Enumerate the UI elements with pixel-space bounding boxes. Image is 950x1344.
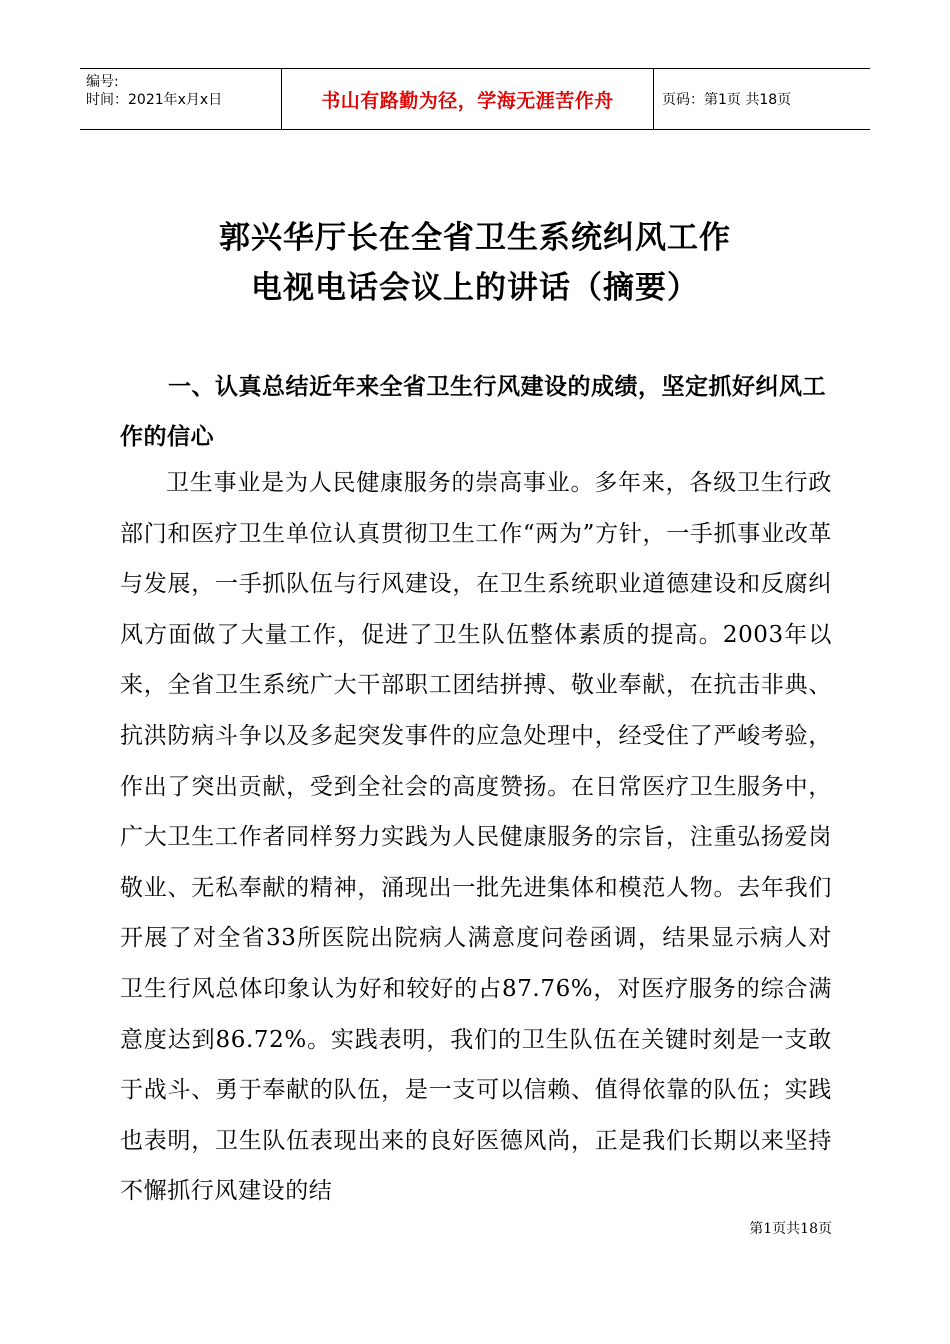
header-page-number: 页码：第1页 共18页 bbox=[662, 92, 792, 108]
header-page-cell bbox=[654, 69, 870, 129]
document-date-label: 时间：2021年x月x日 bbox=[86, 92, 223, 108]
document-title-line-1: 郭兴华厅长在全省卫生系统纠风工作 bbox=[219, 220, 731, 256]
header-motto: 书山有路勤为径，学海无涯苦作舟 bbox=[321, 89, 614, 112]
section-heading: 一、认真总结近年来全省卫生行风建设的成绩，坚定抓好纠风工作的信心 bbox=[120, 374, 826, 450]
page-header bbox=[80, 68, 870, 130]
document-number-label: 编号: bbox=[86, 74, 119, 90]
body-paragraph: 卫生事业是为人民健康服务的崇高事业。多年来，各级卫生行政部门和医疗卫生单位认真贯彻卫生工作“两为”方针，一手抓事业改革与发展，一手抓队伍与行风建设，在卫生系统职业道德建设和反腐纠风方面做了大量工作，促进了卫生队伍整体素质的提高。2003年以来，全省卫生系统广大干部职工团结拼搏、敬业奉献，在抗击非典、抗洪防病斗争以及多起突发事件的应急处理中，经受住了严峻考验，作出了突出贡献，受到全社会的高度赞扬。在日常医疗卫生服务中，广大卫生工作者同样努力实践为人民健康服务的宗旨，注重弘扬爱岗敬业、无私奉献的精神，涌现出一批先进集体和模范人物。去年我们开展了对全省33所医院出院病人满意度问卷函调，结果显示病人对卫生行风总体印象认为好和较好的占87.76%，对医疗服务的综合满意度达到86.72%。实践表明，我们的卫生队伍在关键时刻是一支敢于战斗、勇于奉献的队伍，是一支可以信赖、值得依靠的队伍；实践也表明，卫生队伍表现出来的良好医德风尚，正是我们长期以来坚持不懈抓行风建设的结 bbox=[120, 470, 832, 1205]
document-title-line-2: 电视电话会议上的讲话（摘要） bbox=[251, 270, 699, 306]
header-motto-cell bbox=[282, 69, 654, 129]
page-footer: 第1页共18页 bbox=[749, 1221, 832, 1237]
header-meta bbox=[80, 69, 282, 129]
